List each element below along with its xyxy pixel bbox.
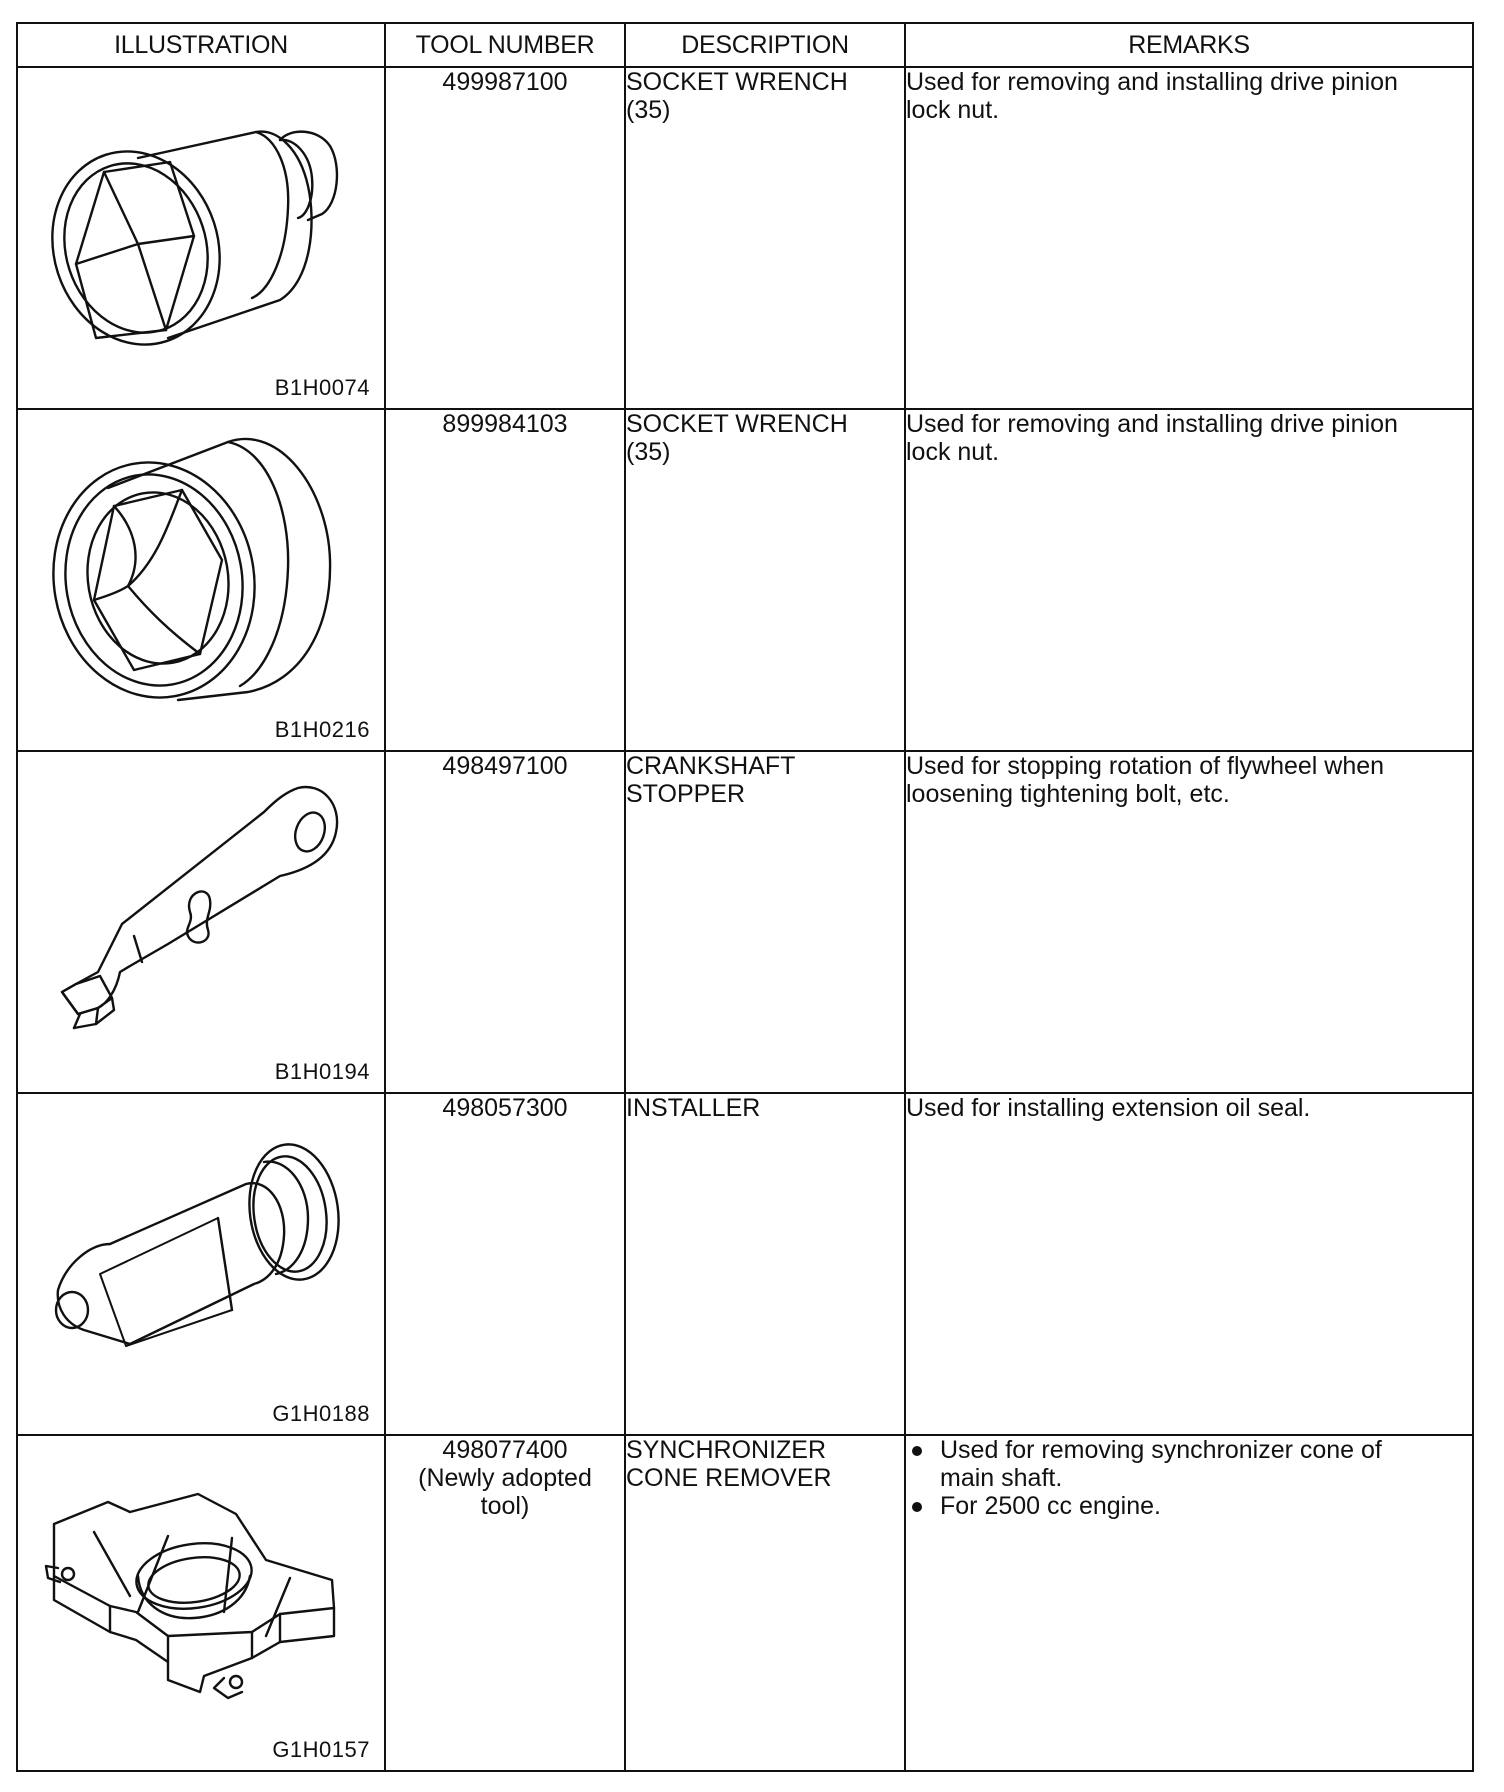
remarks-cell [905,1093,1473,1435]
remarks-line: Used for removing and installing drive pinion [906,68,1398,96]
table-row [17,751,1473,1093]
remarks-cell [905,409,1473,751]
installer-icon [18,1094,386,1434]
description-line: CONE REMOVER [626,1464,832,1492]
bullet-icon [912,1502,922,1512]
tool-number: 899984103 [442,410,568,438]
remarks-cell [905,751,1473,1093]
description-line: INSTALLER [626,1094,761,1122]
illustration-cell [17,67,385,409]
illustration-code: G1H0188 [272,1401,370,1426]
description-line: STOPPER [626,780,746,808]
tool-number-note: tool) [480,1492,530,1520]
description-line: (35) [626,96,671,124]
illustration-cell [17,1435,385,1771]
header-description: DESCRIPTION [625,23,905,67]
description-cell [625,1093,905,1435]
illustration-cell [17,409,385,751]
illustration-code: G1H0157 [272,1737,370,1762]
socket-wrench-icon [18,68,386,408]
tool-number: 498057300 [442,1094,568,1122]
remarks-line: Used for removing and installing drive pinion [906,410,1398,438]
remarks-line: For 2500 cc engine. [940,1492,1161,1520]
description-cell [625,67,905,409]
tool-number: 498497100 [442,752,568,780]
bullet-icon [912,1446,922,1456]
description-line: (35) [626,438,671,466]
remarks-cell [905,1435,1473,1771]
illustration-code: B1H0194 [274,1059,370,1084]
tool-number: 499987100 [442,68,568,96]
remarks-line: loosening tightening bolt, etc. [906,780,1230,808]
table-row [17,1093,1473,1435]
remarks-line: Used for removing synchronizer cone of [940,1436,1382,1464]
description-line: SOCKET WRENCH [626,68,848,96]
remarks-bullet-list [906,1436,1472,1520]
table-row [17,67,1473,409]
illustration-cell [17,1093,385,1435]
remarks-line: lock nut. [906,96,1000,124]
illustration-cell [17,751,385,1093]
tool-number-note: (Newly adopted [418,1464,592,1492]
header-remarks: REMARKS [905,23,1473,67]
tool-number-cell [385,1435,625,1771]
remarks-line: Used for installing extension oil seal. [906,1094,1311,1122]
tool-number-cell [385,751,625,1093]
table-header-row [17,23,1473,67]
description-cell [625,1435,905,1771]
remarks-bullet [906,1492,1472,1520]
socket-wrench-icon [18,410,386,750]
remarks-bullet [906,1436,1472,1492]
crankshaft-stopper-icon [18,752,386,1092]
description-line: SYNCHRONIZER [626,1436,827,1464]
table-row [17,409,1473,751]
cone-remover-icon [18,1436,386,1776]
header-tool-number: TOOL NUMBER [385,23,625,67]
remarks-line: Used for stopping rotation of flywheel when [906,752,1385,780]
table-row [17,1435,1473,1771]
header-illustration: ILLUSTRATION [17,23,385,67]
special-tools-table [16,22,1474,1772]
remarks-line: main shaft. [940,1464,1063,1492]
tool-number-cell [385,67,625,409]
tool-number: 498077400 [442,1436,568,1464]
illustration-code: B1H0074 [274,375,370,400]
tool-number-cell [385,409,625,751]
description-line: CRANKSHAFT [626,752,796,780]
remarks-cell [905,67,1473,409]
description-line: SOCKET WRENCH [626,410,848,438]
illustration-code: B1H0216 [274,717,370,742]
tool-number-cell [385,1093,625,1435]
description-cell [625,409,905,751]
description-cell [625,751,905,1093]
remarks-line: lock nut. [906,438,1000,466]
